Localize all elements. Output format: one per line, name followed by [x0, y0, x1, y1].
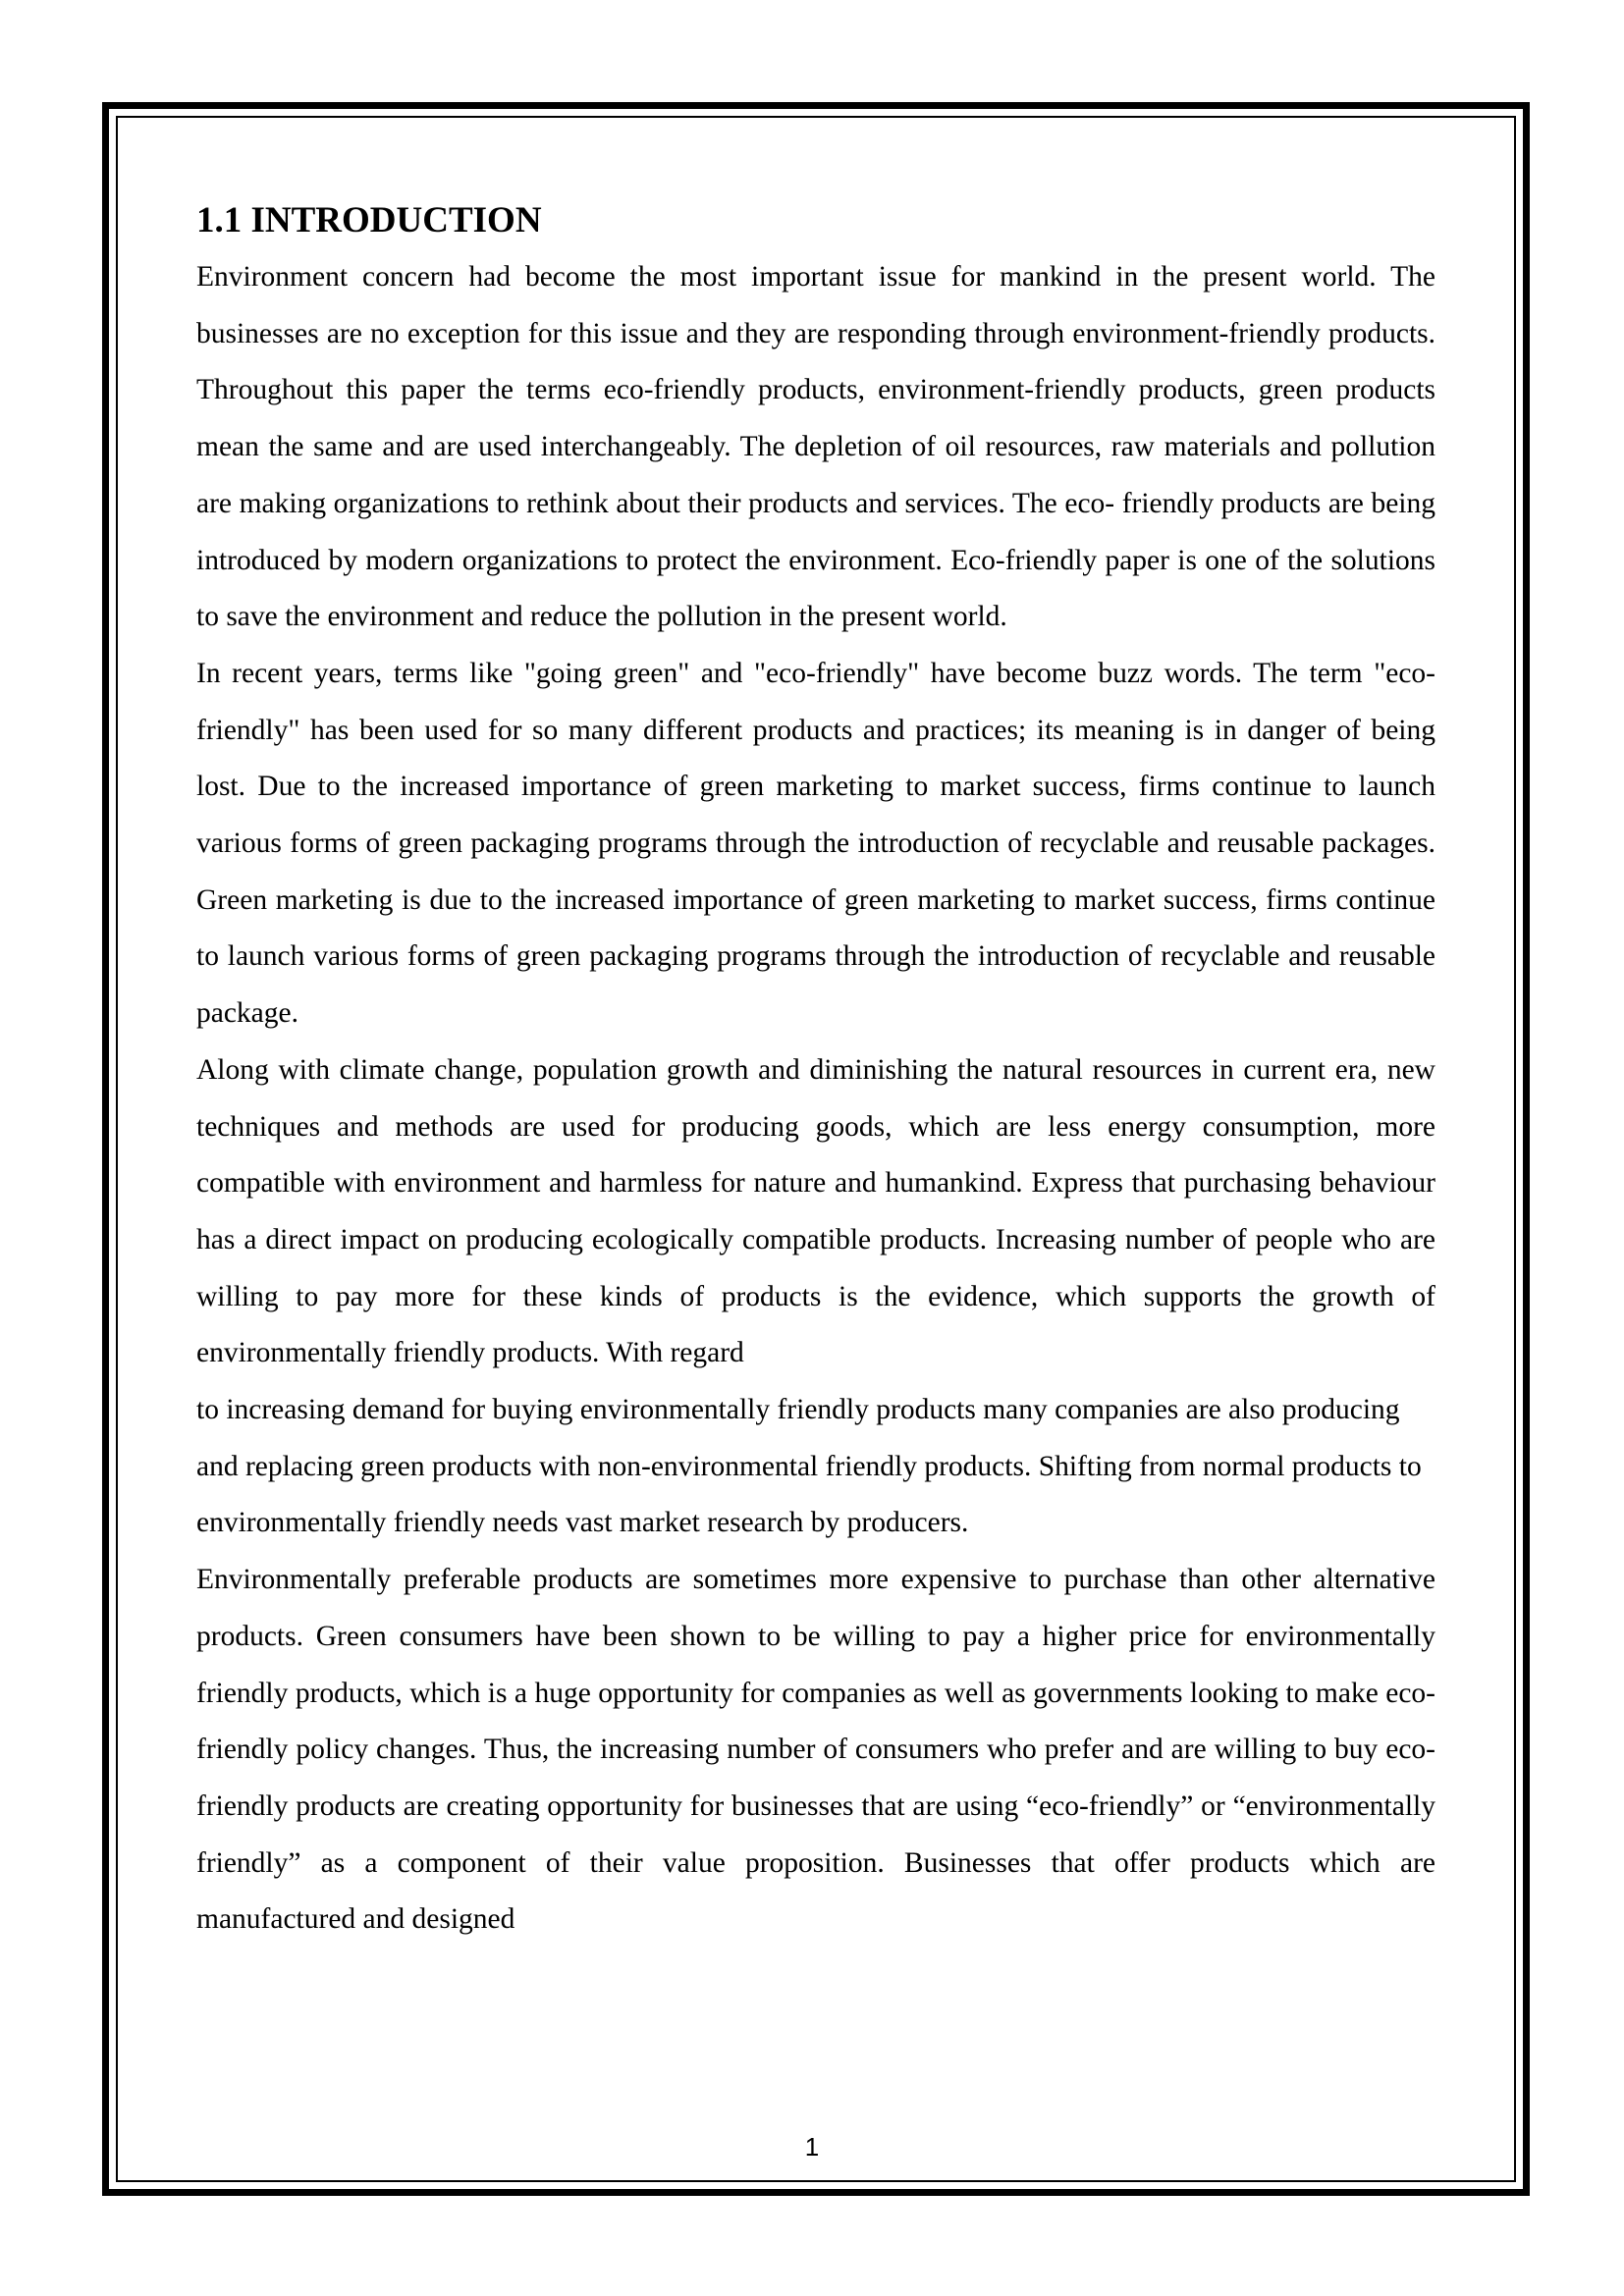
paragraph-going-green: In recent years, terms like "going green" and "eco-friendly" have become buzz words. The term "eco-friendly" has been used for so many different products and practices; its meaning is in danger of being lost. Due to the increased importance of green marketing to market success, firms continue to launch various forms of green packaging programs through the introduction of recyclable and reusable packages. Green marketing is due to the increased importance of green marketing to market success, firms continue to launch various forms of green packaging programs through the introduction of recyclable and reusable package.: [196, 657, 1435, 1030]
page-number: 1: [804, 2132, 820, 2162]
paragraph-increasing-demand: to increasing demand for buying environmentally friendly products many companies are also producing and replacing green products with non-environmental friendly products. Shifting from normal products to environmentally friendly needs vast market research by producers.: [196, 1394, 1422, 1539]
paragraph-environment-concern: Environment concern had become the most important issue for mankind in the present world. The businesses are no exception for this issue and they are responding through environment-friendly products. Throughout this paper the terms eco-friendly products, environment-friendly products, green products mean the same and are used interchangeably. The depletion of oil resources, raw materials and pollution are making organizations to rethink about their products and services. The eco- friendly products are being introduced by modern organizations to protect the environment. Eco-friendly paper is one of the solutions to save the environment and reduce the pollution in the present world.: [196, 261, 1435, 633]
section-heading: 1.1 INTRODUCTION: [196, 200, 542, 240]
paragraph-preferable-products: Environmentally preferable products are sometimes more expensive to purchase than other alternative products. Green consumers have been shown to be willing to pay a higher price for environmentally friendly products, which is a huge opportunity for companies as well as governments looking to make eco-friendly policy changes. Thus, the increasing number of consumers who prefer and are willing to buy eco- friendly products are creating opportunity for businesses that are using “eco-friendly” or “environmentally friendly” as a component of their value proposition. Businesses that offer products which are manufactured and designed: [196, 1564, 1435, 1936]
document-body: [196, 192, 1435, 1949]
paragraph-climate-change: Along with climate change, population growth and diminishing the natural resources in current era, new techniques and methods are used for producing goods, which are less energy consumption, more compatible with environment and harmless for nature and humankind. Express that purchasing behaviour has a direct impact on producing ecologically compatible products. Increasing number of people who are willing to pay more for these kinds of products is the evidence, which supports the growth of environmentally friendly products. With regard: [196, 1053, 1435, 1369]
